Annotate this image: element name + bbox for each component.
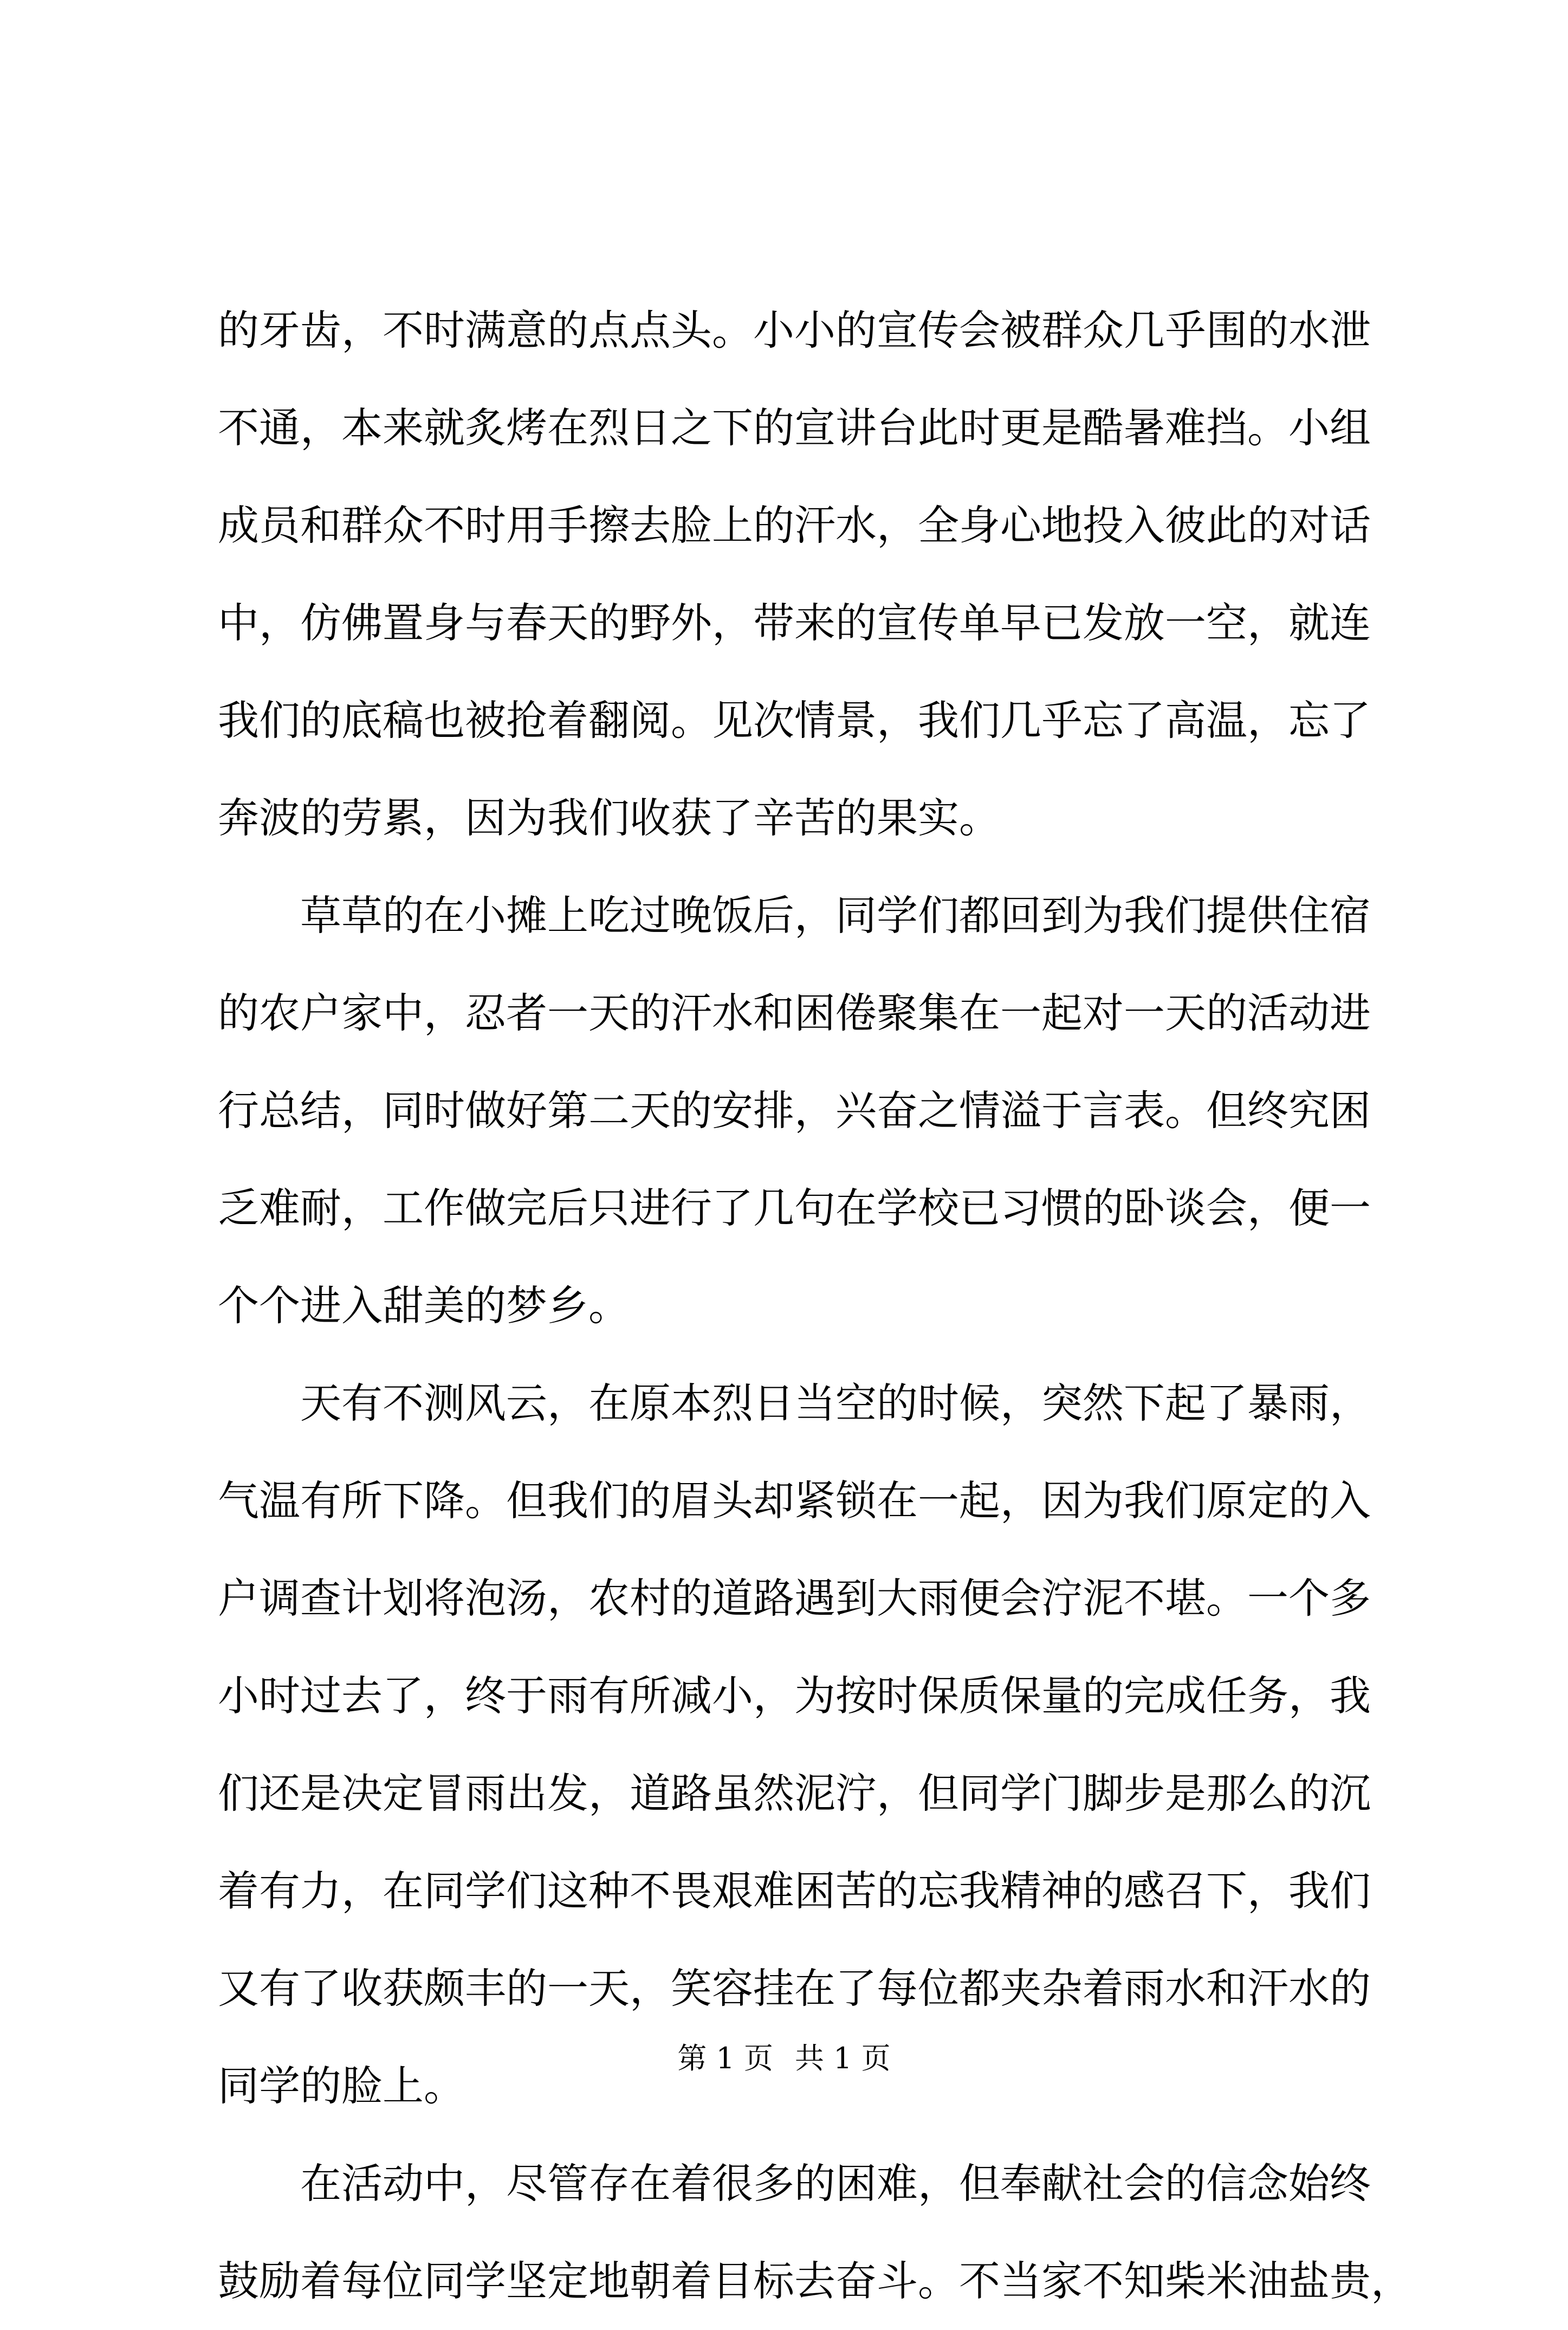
page-number-total: 共 1 页 — [795, 2041, 891, 2075]
text-line: 小时过去了，终于雨有所减小，为按时保质保量的完成任务，我 — [218, 1672, 1371, 1720]
text-line: 们还是决定冒雨出发，道路虽然泥泞，但同学门脚步是那么的沉 — [218, 1769, 1371, 1817]
text-line: 天有不测风云，在原本烈日当空的时候，突然下起了暴雨， — [300, 1379, 1371, 1427]
text-line: 的农户家中，忍者一天的汗水和困倦聚集在一起对一天的活动进 — [218, 989, 1371, 1037]
text-line: 乏难耐，工作做完后只进行了几句在学校已习惯的卧谈会，便一 — [218, 1184, 1371, 1232]
page-footer — [0, 2040, 1568, 2077]
paragraph — [218, 867, 1371, 1355]
text-line: 又有了收获颇丰的一天，笑容挂在了每位都夹杂着雨水和汗水的 — [218, 1964, 1371, 2012]
text-line: 草草的在小摊上吃过晚饭后，同学们都回到为我们提供住宿 — [300, 891, 1371, 940]
text-line: 在活动中，尽管存在着很多的困难，但奉献社会的信念始终 — [300, 2159, 1371, 2208]
paragraph — [218, 2135, 1412, 2330]
text-line: 同学的脸上。 — [218, 2062, 465, 2110]
paragraph — [218, 282, 1371, 867]
text-line: 中，仿佛置身与春天的野外，带来的宣传单早已发放一空，就连 — [218, 599, 1371, 647]
document-body — [218, 282, 1412, 2330]
text-line: 户调查计划将泡汤，农村的道路遇到大雨便会泞泥不堪。一个多 — [218, 1574, 1371, 1622]
paragraph — [218, 1355, 1371, 2135]
text-line: 我们的底稿也被抢着翻阅。见次情景，我们几乎忘了高温，忘了 — [218, 696, 1371, 745]
text-line: 行总结，同时做好第二天的安排，兴奋之情溢于言表。但终究困 — [218, 1086, 1371, 1135]
text-line: 的牙齿，不时满意的点点头。小小的宣传会被群众几乎围的水泄 — [218, 306, 1371, 354]
page-number-current: 第 1 页 — [677, 2041, 773, 2075]
text-line: 气温有所下降。但我们的眉头却紧锁在一起，因为我们原定的入 — [218, 1477, 1371, 1525]
text-line: 着有力，在同学们这种不畏艰难困苦的忘我精神的感召下，我们 — [218, 1867, 1371, 1915]
text-line: 成员和群众不时用手擦去脸上的汗水，全身心地投入彼此的对话 — [218, 501, 1371, 549]
text-line: 奔波的劳累，因为我们收获了辛苦的果实。 — [218, 794, 1000, 842]
text-line: 鼓励着每位同学坚定地朝着目标去奋斗。不当家不知柴米油盐贵， — [218, 2257, 1412, 2305]
text-line: 个个进入甜美的梦乡。 — [218, 1282, 630, 1330]
text-line: 不通，本来就炙烤在烈日之下的宣讲台此时更是酷暑难挡。小组 — [218, 404, 1371, 452]
